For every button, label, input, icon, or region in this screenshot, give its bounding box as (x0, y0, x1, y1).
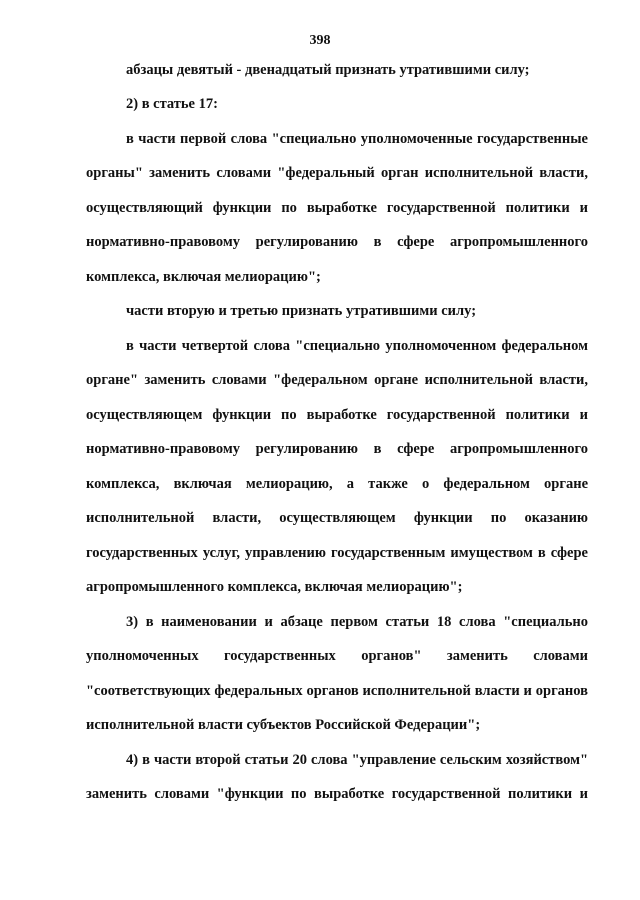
text-line: 2) в статье 17: (126, 96, 218, 112)
text-line: уполномоченных государственных органов" заменить словами (86, 648, 588, 664)
text-line: исполнительной власти субъектов Российской Федерации"; (86, 717, 481, 733)
text-line: в части четвертой слова "специально уполномоченном федеральном (126, 338, 588, 354)
text-line: исполнительной власти, осуществляющем функции по оказанию (86, 510, 588, 526)
text-line: комплекса, включая мелиорацию"; (86, 269, 321, 285)
text-line: 4) в части второй статьи 20 слова "управление сельским хозяйством" (126, 752, 588, 768)
text-line: агропромышленного комплекса, включая мелиорацию"; (86, 579, 463, 595)
text-line: абзацы девятый - двенадцатый признать утратившими силу; (126, 62, 530, 78)
text-line: заменить словами "функции по выработке государственной политики и (86, 786, 588, 802)
text-line: осуществляющем функции по выработке государственной политики и (86, 407, 588, 423)
text-line: в части первой слова "специально уполномоченные государственные (126, 131, 588, 147)
text-line: нормативно-правовому регулированию в сфере агропромышленного (86, 441, 588, 457)
text-line: органы" заменить словами "федеральный орган исполнительной власти, (86, 165, 588, 181)
text-line: "соответствующих федеральных органов исполнительной власти и органов (86, 683, 588, 699)
text-line: комплекса, включая мелиорацию, а также о федеральном органе (86, 476, 588, 492)
text-line: органе" заменить словами "федеральном органе исполнительной власти, (86, 372, 588, 388)
text-line: части вторую и третью признать утратившими силу; (126, 303, 477, 319)
text-line: государственных услуг, управлению государственным имуществом в сфере (86, 545, 588, 561)
text-line: нормативно-правовому регулированию в сфере агропромышленного (86, 234, 588, 250)
text-line: 3) в наименовании и абзаце первом статьи 18 слова "специально (126, 614, 588, 630)
page-number: 398 (309, 33, 331, 48)
text-line: осуществляющий функции по выработке государственной политики и (86, 200, 588, 216)
